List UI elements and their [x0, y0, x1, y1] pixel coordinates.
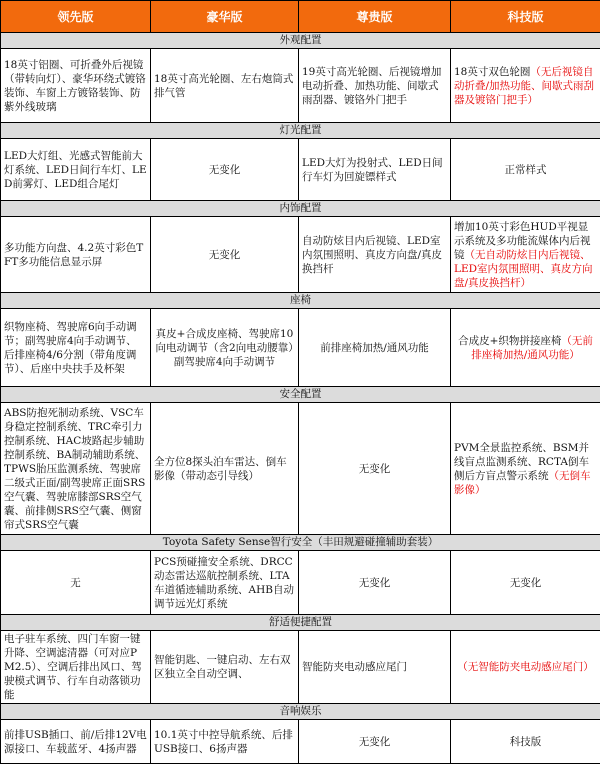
cell-audio-keji: 科技版 [451, 720, 600, 764]
cell-interior-haohua: 无变化 [151, 217, 299, 293]
section-title-audio: 音响娱乐 [1, 704, 600, 720]
cell-seats-lingxian: 织物座椅、驾驶席6向手动调节；副驾驶席4向手动调节、后排座椅4/6分割（带角度调节）、后座中央扶手及杯架 [1, 309, 151, 387]
section-header-row [1, 704, 600, 720]
cell-safety-haohua: 全方位8探头泊车雷达、倒车影像（带动态引导线） [151, 403, 299, 535]
section-title-interior: 内饰配置 [1, 201, 600, 217]
cell-seats-haohua: 真皮+合成皮座椅、驾驶席10向电动调节（含2向电动腰靠）副驾驶席4向手动调节 [151, 309, 299, 387]
cell-exterior-haohua: 18英寸高光轮圈、左右炮筒式排气管 [151, 49, 299, 123]
section-header-row [1, 387, 600, 403]
cell-note: （无后视镜自动折叠/加热功能、间歇式雨刮器及镀铬门把手） [454, 66, 594, 106]
cell-tss-lingxian: 无 [1, 551, 151, 615]
col-header-haohua: 豪华版 [151, 1, 299, 33]
cell-seats-keji: 合成皮+织物拼接座椅（无前排座椅加热/通风功能） [451, 309, 600, 387]
table-row [1, 720, 600, 764]
col-header-lingxian: 领先版 [1, 1, 151, 33]
cell-audio-haohua: 10.1英寸中控导航系统、后排USB接口、6扬声器 [151, 720, 299, 764]
section-title-lighting: 灯光配置 [1, 123, 600, 139]
cell-comfort-lingxian: 电子驻车系统、四门车窗一键升降、空调滤清器（可对应PM2.5）、空调后排出风口、驾驶模式调节、行车自动落锁功能 [1, 631, 151, 704]
table-row [1, 49, 600, 123]
section-header-row [1, 123, 600, 139]
section-header-row [1, 535, 600, 551]
cell-lighting-lingxian: LED大灯组、光感式智能前大灯系统、LED日间行车灯、LED前雾灯、LED组合尾灯 [1, 139, 151, 201]
cell-note: （无自动防炫目内后视镜、LED室内氛围照明、真皮方向盘/真皮换挡杆） [454, 249, 593, 289]
cell-safety-zungui: 无变化 [299, 403, 451, 535]
cell-exterior-lingxian: 18英寸铝圈、可折叠外后视镜（带转向灯）、豪华环绕式镀铬装饰、车窗上方镀铬装饰、防紫外线玻璃 [1, 49, 151, 123]
cell-interior-lingxian: 多功能方向盘、4.2英寸彩色TFT多功能信息显示屏 [1, 217, 151, 293]
cell-comfort-zungui: 智能防夹电动感应尾门 [299, 631, 451, 704]
header-row [1, 1, 600, 33]
cell-exterior-zungui: 19英寸高光轮圈、后视镜增加电动折叠、加热功能、间歇式雨刮器、镀铬外门把手 [299, 49, 451, 123]
table-row [1, 551, 600, 615]
cell-interior-keji: 增加10英寸彩色HUD平视显示系统及多功能流媒体内后视镜（无自动防炫目内后视镜、LED室内氛围照明、真皮方向盘/真皮换挡杆） [451, 217, 600, 293]
section-title-seats: 座椅 [1, 293, 600, 309]
cell-safety-keji: PVM全景监控系统、BSM并线盲点监测系统、RCTA倒车侧后方盲点警示系统（无倒车影像） [451, 403, 600, 535]
cell-tss-zungui: 无变化 [299, 551, 451, 615]
table-row [1, 139, 600, 201]
cell-lighting-keji: 正常样式 [451, 139, 600, 201]
cell-safety-lingxian: ABS防抱死制动系统、VSC车身稳定控制系统、TRC牵引力控制系统、HAC坡路起步辅助控制系统、BA制动辅助系统、TPWS胎压监测系统、驾驶席二级式正面/副驾驶席正面SRS空气囊、驾驶席膝部SRS空气囊、前排侧SRS空气囊、侧窗帘式SRS空气囊 [1, 403, 151, 535]
cell-comfort-haohua: 智能钥匙、一键启动、左右双区独立全自动空调、 [151, 631, 299, 704]
col-header-zungui: 尊贵版 [299, 1, 451, 33]
cell-interior-zungui: 自动防炫目内后视镜、LED室内氛围照明、真皮方向盘/真皮换挡杆 [299, 217, 451, 293]
cell-lighting-zungui: LED大灯为投射式、LED日间行车灯为回旋镖样式 [299, 139, 451, 201]
section-title-comfort: 舒适便捷配置 [1, 615, 600, 631]
cell-audio-lingxian: 前排USB插口、前/后排12V电源接口、车载蓝牙、4扬声器 [1, 720, 151, 764]
section-title-tss: Toyota Safety Sense智行安全（丰田规避碰撞辅助套装） [1, 535, 600, 551]
cell-seats-zungui: 前排座椅加热/通风功能 [299, 309, 451, 387]
cell-note: （无倒车影像） [454, 470, 591, 496]
cell-note: （无智能防夹电动感应尾门） [457, 661, 594, 673]
cell-tss-keji: 无变化 [451, 551, 600, 615]
cell-lighting-haohua: 无变化 [151, 139, 299, 201]
table-row [1, 309, 600, 387]
table-row [1, 403, 600, 535]
cell-exterior-keji: 18英寸双色轮圈（无后视镜自动折叠/加热功能、间歇式雨刮器及镀铬门把手） [451, 49, 600, 123]
table-row [1, 631, 600, 704]
section-title-exterior: 外观配置 [1, 33, 600, 49]
cell-note: （无前排座椅加热/通风功能） [471, 335, 593, 361]
section-header-row [1, 293, 600, 309]
table-row [1, 217, 600, 293]
cell-tss-haohua: PCS预碰撞安全系统、DRCC动态雷达巡航控制系统、LTA车道循迹辅助系统、AHB自动调节远光灯系统 [151, 551, 299, 615]
cell-audio-zungui: 无变化 [299, 720, 451, 764]
section-header-row [1, 201, 600, 217]
col-header-keji: 科技版 [451, 1, 600, 33]
section-header-row [1, 33, 600, 49]
cell-comfort-keji [451, 631, 600, 704]
section-header-row [1, 615, 600, 631]
section-title-safety: 安全配置 [1, 387, 600, 403]
